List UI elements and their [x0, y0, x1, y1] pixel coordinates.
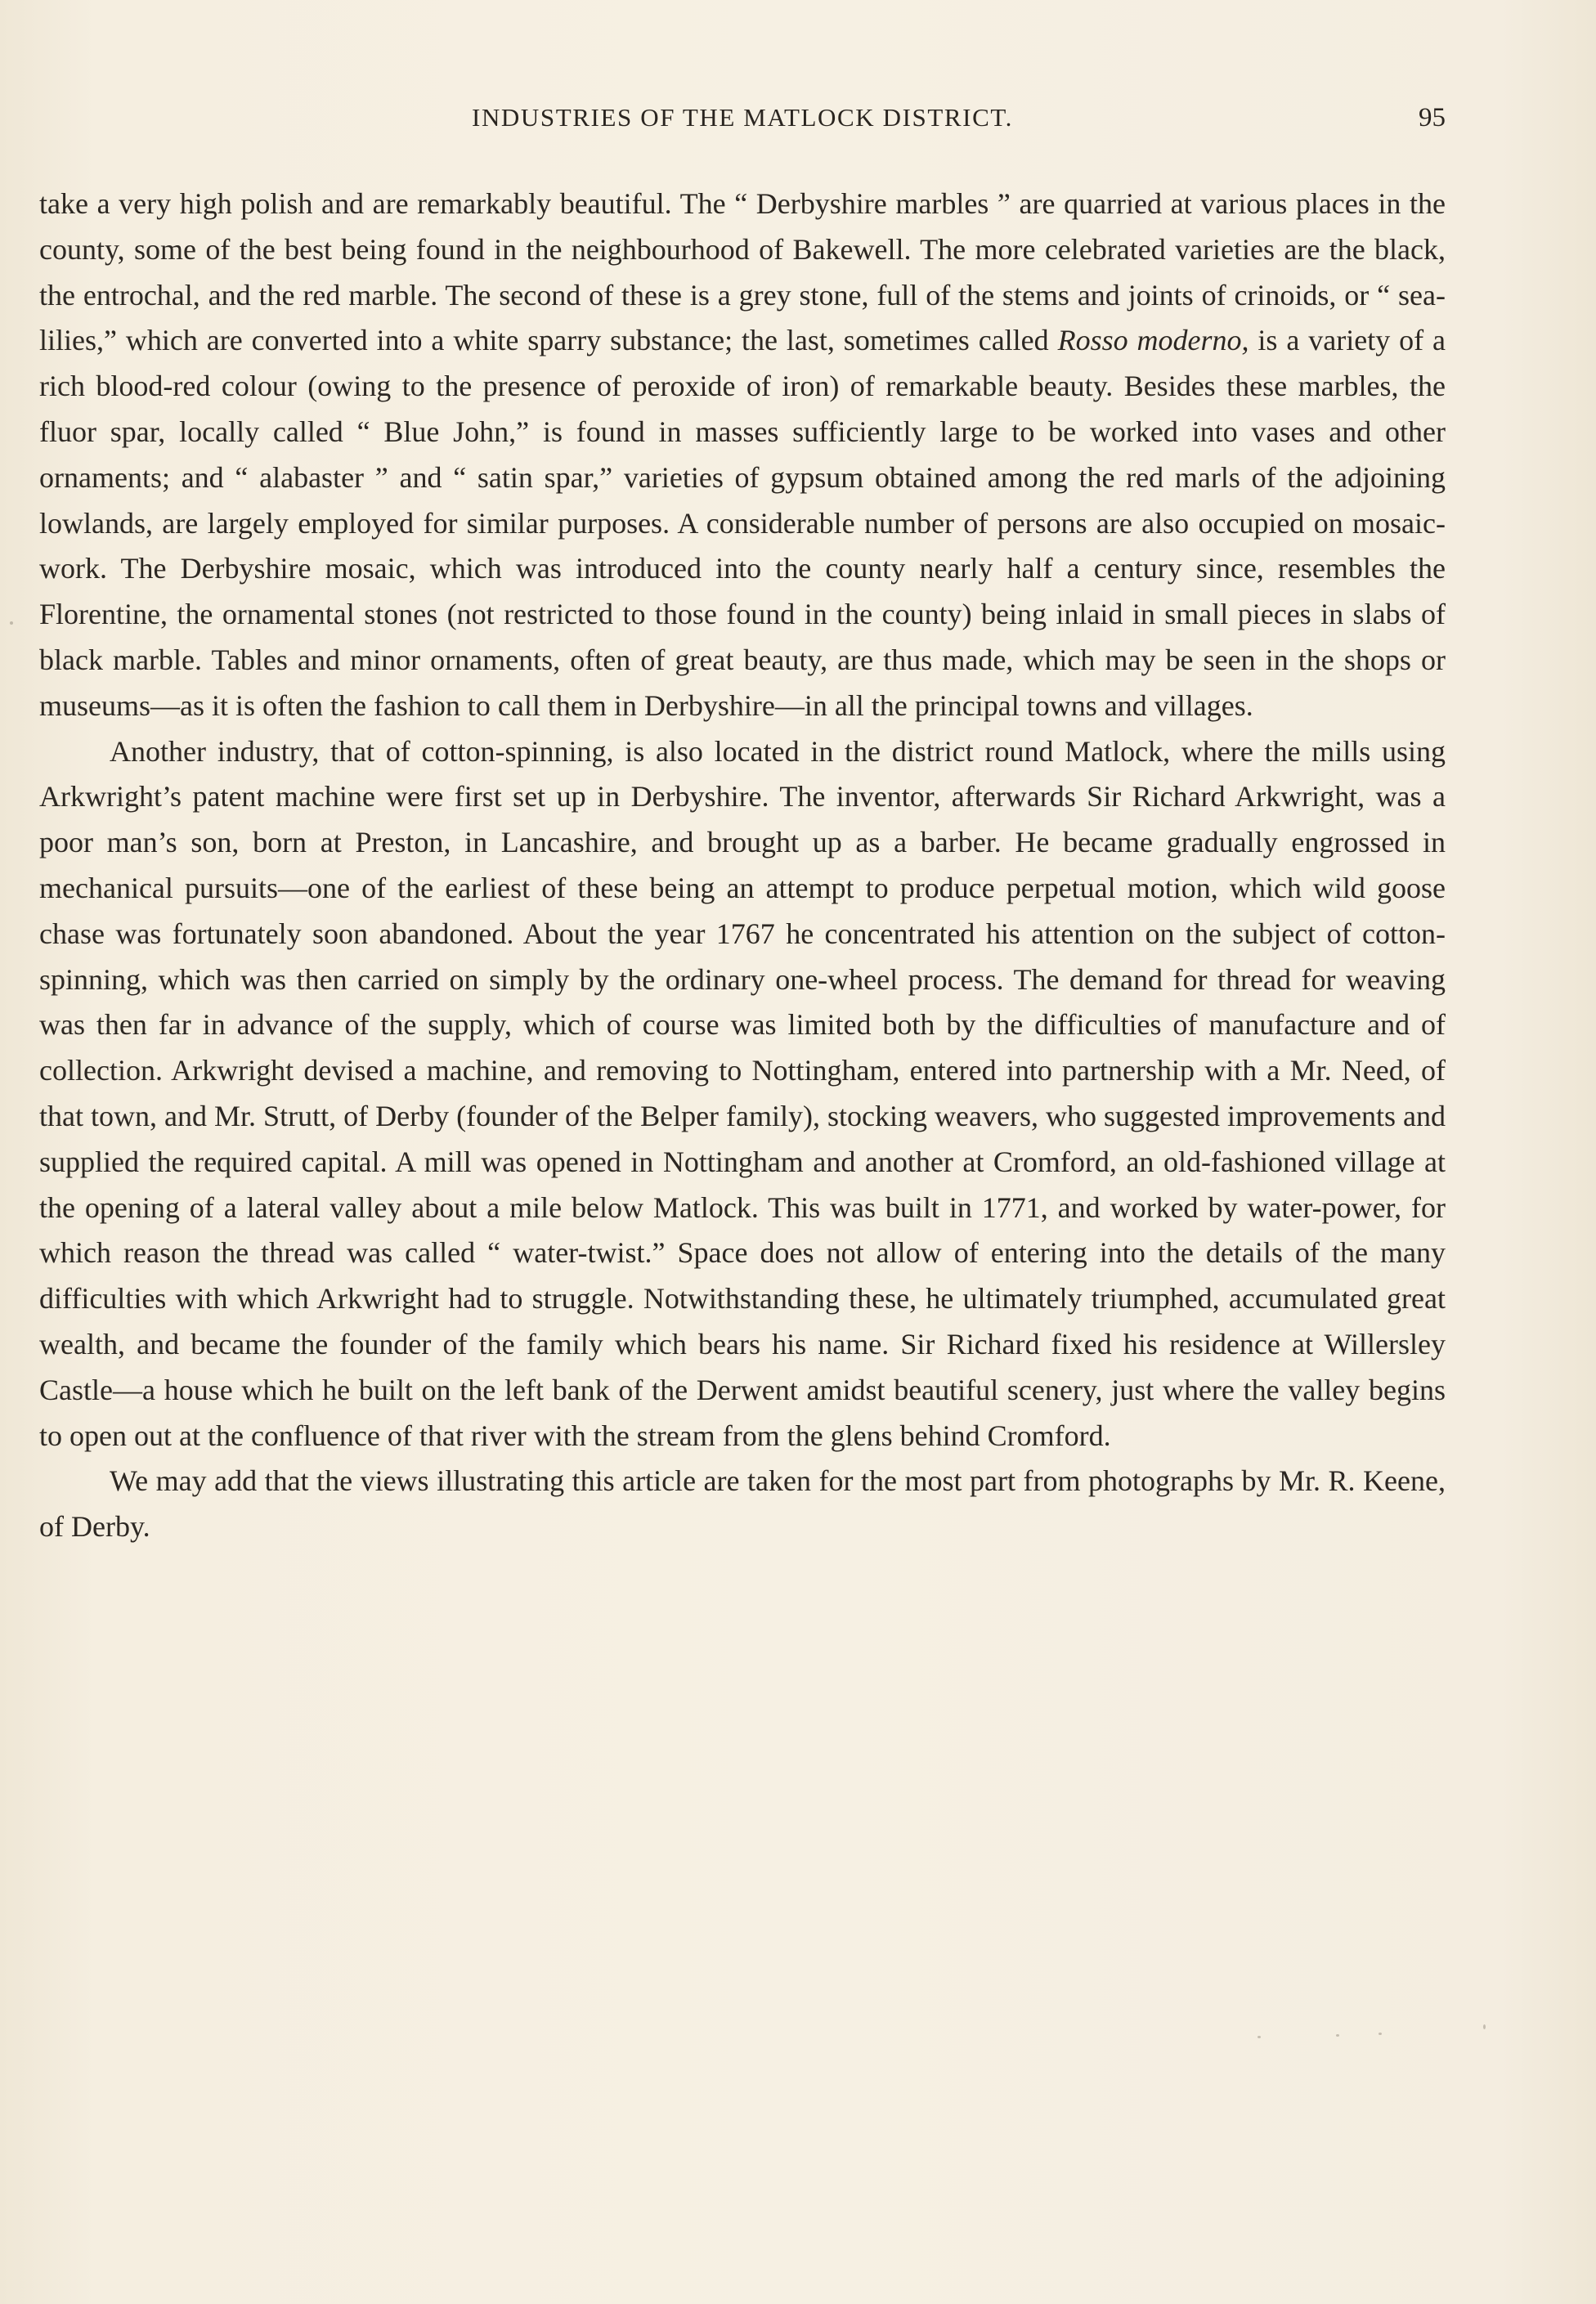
- paragraph-text: take a very high polish and are remarkably beautiful. The “ Derbyshire marbles ” are quarried at various places in the county, some of the best being found in the neighbourhood of Bakewell. The more celebrated varieties are the black, the entrochal, and the red marble. The second of these is a grey stone, full of the stems and joints of crinoids, or “ sea-lilies,” which are converted into a white sparry substance; the last, sometimes called: [39, 187, 1446, 357]
- paragraph-text: is a variety of a rich blood-red colour (owing to the presence of peroxide of iron) of remarkable beauty. Besides these marbles, the fluor spar, locally called “ Blue John,” is found in masses sufficiently large to be worked into vases and other ornaments; and “ alabaster ” and “ satin spar,” varieties of gypsum obtained among the red marls of the adjoining lowlands, are largely employed for similar purposes. A considerable number of persons are also occupied on mosaic-work. The Derbyshire mosaic, which was introduced into the county nearly half a century since, resembles the Florentine, the ornamental stones (not restricted to those found in the county) being inlaid in small pieces in slabs of black marble. Tables and minor ornaments, often of great beauty, are thus made, which may be seen in the shops or museums—as it is often the fashion to call them in Derbyshire—in all the principal towns and villages.: [39, 324, 1446, 722]
- body-text: [39, 182, 1446, 1550]
- running-title: INDUSTRIES OF THE MATLOCK DISTRICT.: [472, 103, 1013, 132]
- paragraph-text: Another industry, that of cotton-spinning, is also located in the district round Matlock, where the mills using Arkwright’s patent machine were first set up in Derbyshire. The inventor, afterwards Sir Richard Arkwright, was a poor man’s son, born at Preston, in Lancashire, and brought up as a barber. He became gradually engrossed in mechanical pursuits—one of the earliest of these being an attempt to produce perpetual motion, which wild goose chase was fortunately soon abandoned. About the year 1767 he concentrated his attention on the subject of cotton-spinning, which was then carried on simply by the ordinary one-wheel process. The demand for thread for weaving was then far in advance of the supply, which of course was limited both by the difficulties of manufacture and of collection. Arkwright devised a machine, and removing to Nottingham, entered into partnership with a Mr. Need, of that town, and Mr. Strutt, of Derby (founder of the Belper family), stocking weavers, who suggested improvements and supplied the required capital. A mill was opened in Nottingham and another at Cromford, an old-fashioned village at the opening of a lateral valley about a mile below Matlock. This was built in 1771, and worked by water-power, for which reason the thread was called “ water-twist.” Space does not allow of entering into the details of the many difficulties with which Arkwright had to struggle. Notwithstanding these, he ultimately triumphed, accumulated great wealth, and became the founder of the family which bears his name. Sir Richard fixed his residence at Willersley Castle—a house which he built on the left bank of the Derwent amidst beautiful scenery, just where the valley begins to open out at the confluence of that river with the stream from the glens behind Cromford.: [39, 734, 1446, 1452]
- page-number: 95: [1419, 103, 1446, 132]
- paper-speck: [10, 621, 13, 625]
- paragraph-cotton-spinning: [39, 729, 1446, 1459]
- paragraph-marbles: [39, 182, 1446, 729]
- paragraph-text: We may add that the views illustrating this article are taken for the most part from photographs by Mr. R. Keene, of Derby.: [39, 1464, 1446, 1544]
- paragraph-photographs-note: [39, 1459, 1446, 1550]
- italic-term-rosso-moderno: Rosso moderno,: [1057, 324, 1249, 357]
- paper-speck: [1379, 2033, 1382, 2035]
- running-header: [39, 103, 1446, 144]
- paper-speck: [1258, 2036, 1261, 2038]
- paper-speck: [1336, 2034, 1339, 2037]
- paper-speck: [1483, 2024, 1486, 2029]
